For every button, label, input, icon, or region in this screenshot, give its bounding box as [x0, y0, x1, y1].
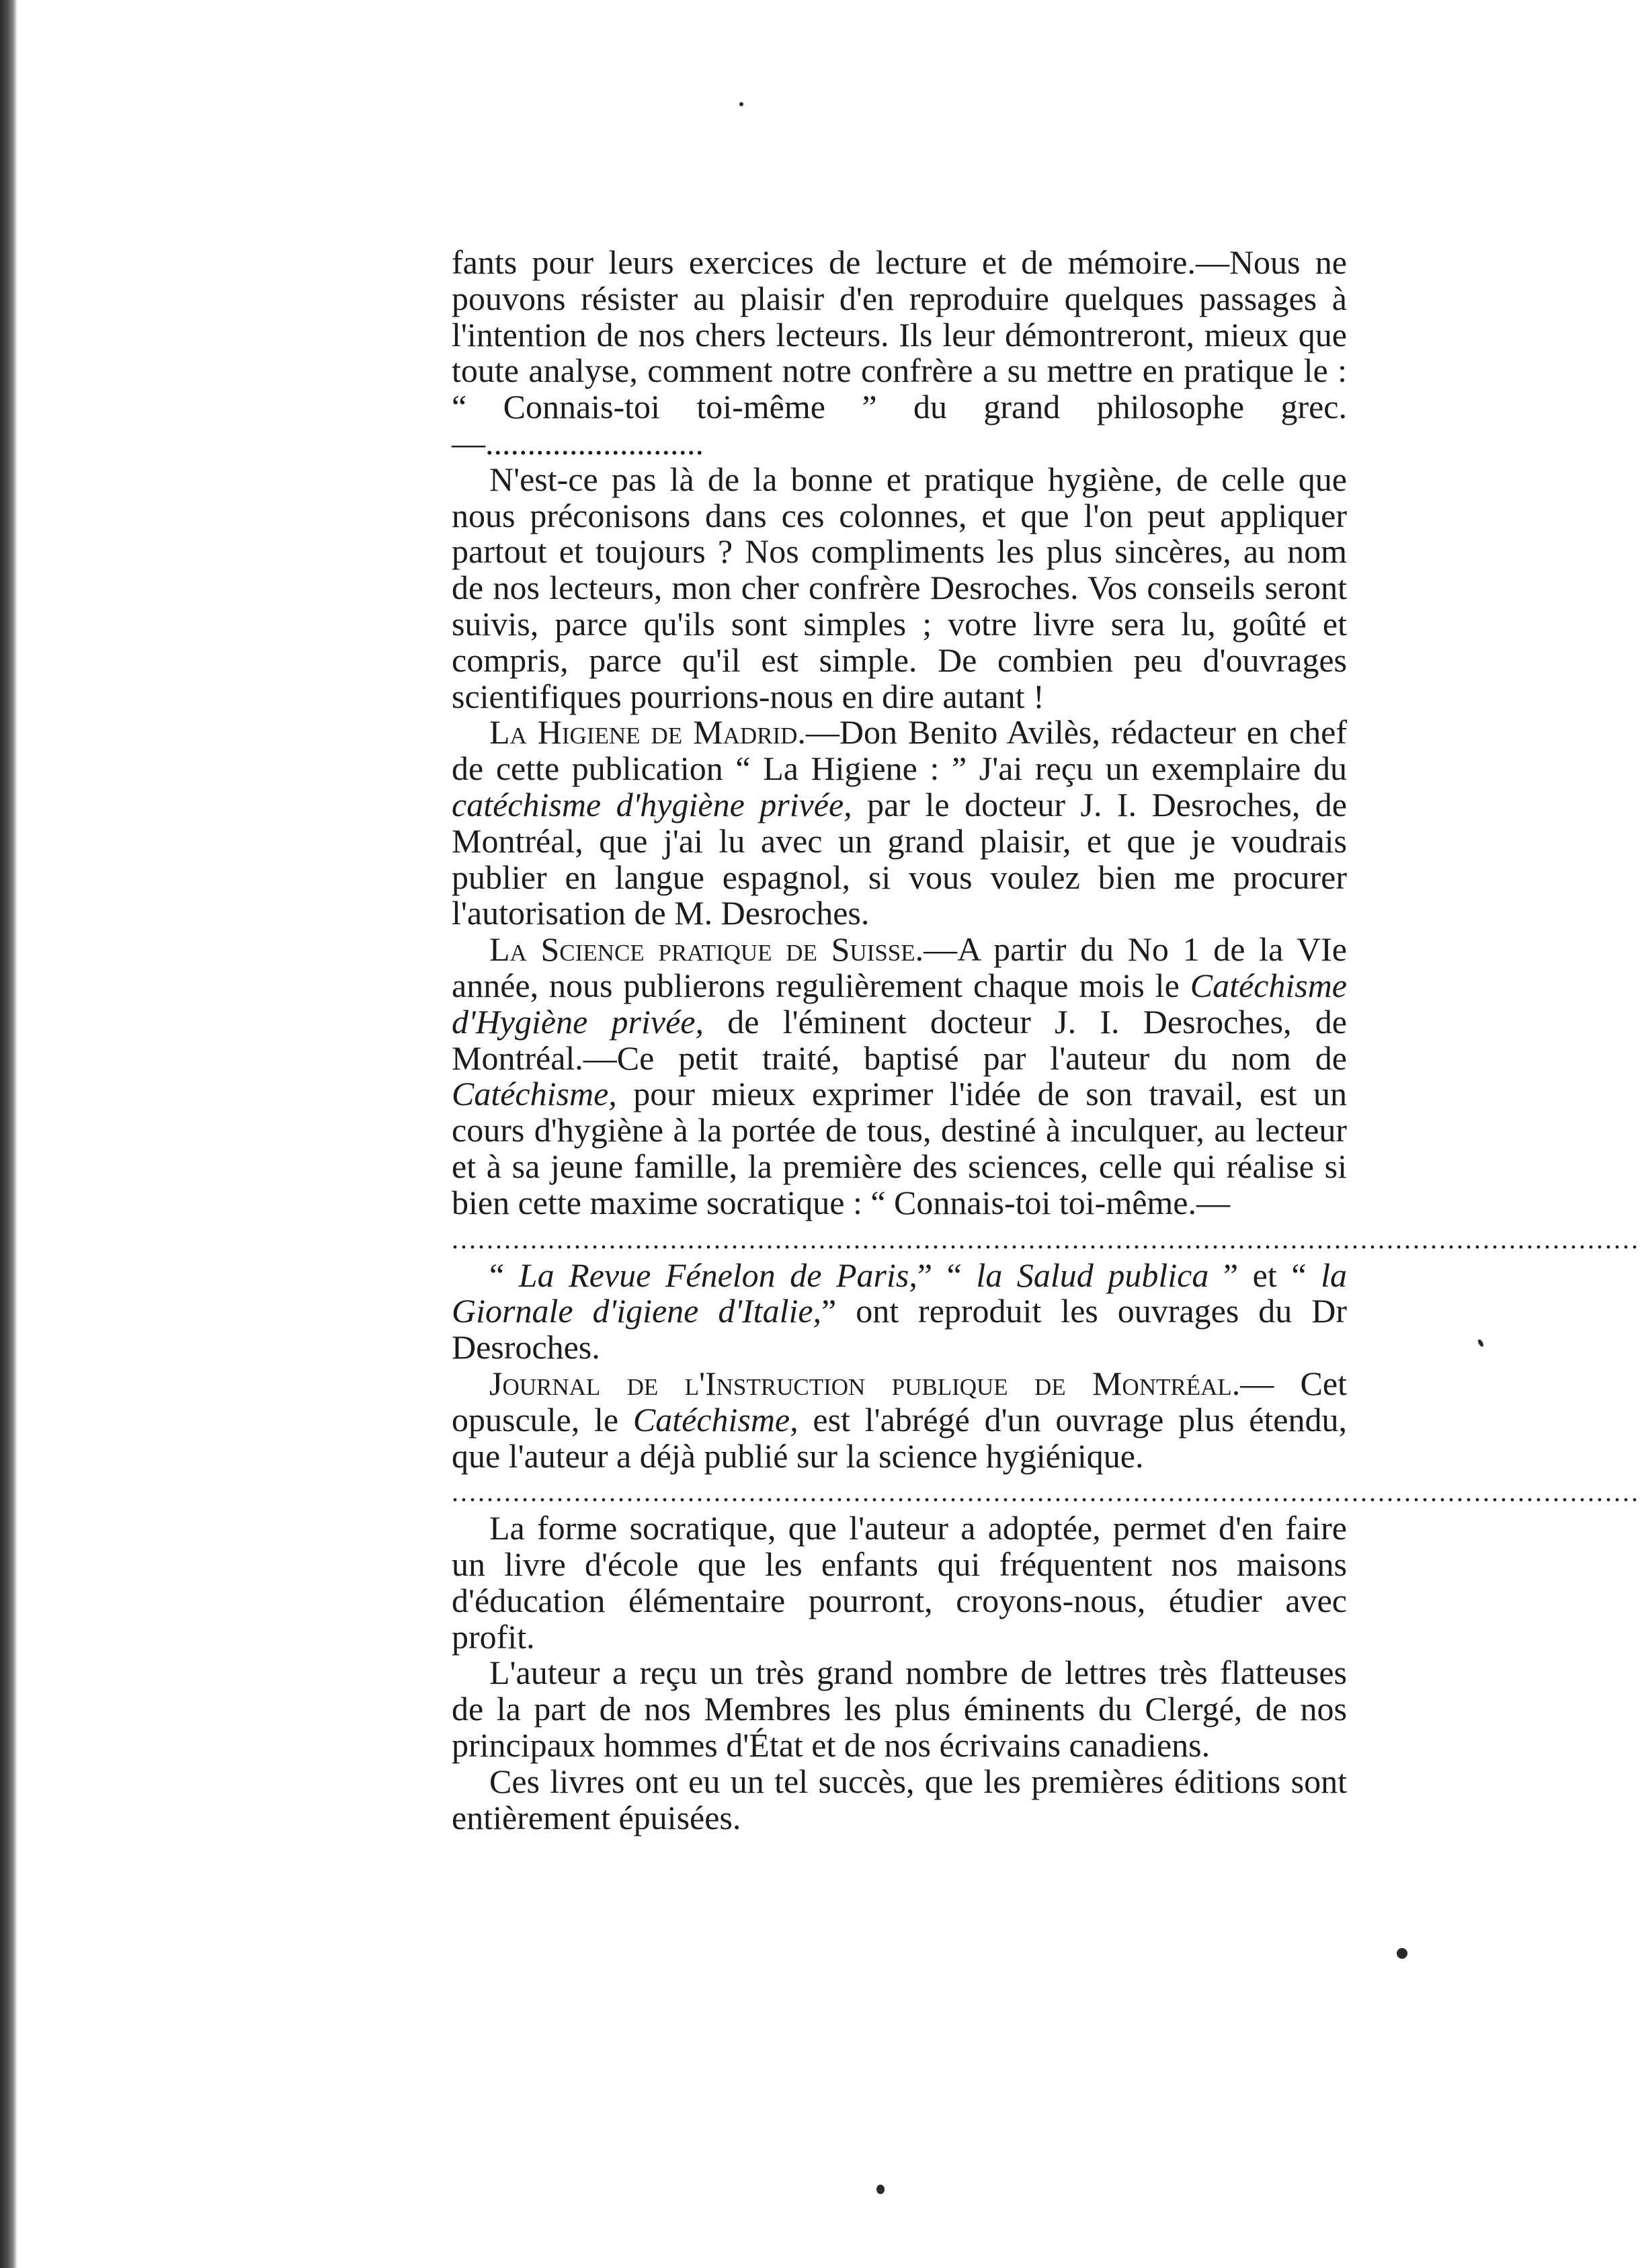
dotted-separator: ........................................................................................................................................ — [452, 1477, 1640, 1508]
paragraph: L'auteur a reçu un très grand nombre de lettres très flatteuses de la part de nos Membres les plus éminents du Clergé, de nos principaux hommes d'État et de nos écrivains canadiens. — [452, 1654, 1347, 1765]
paragraph — [452, 1366, 1347, 1474]
paragraph — [452, 932, 1347, 1221]
italic-title: La Revue Fénelon de Paris, — [518, 1256, 917, 1294]
dotted-separator: ........................................................................................................................................ — [452, 1223, 1640, 1254]
italic-title: la Giornale d'igiene d'Italie, — [452, 1256, 1348, 1330]
text-run: ” ont reproduit les ouvrages du Dr Desroches. — [452, 1292, 1347, 1367]
ink-speck — [1477, 1338, 1484, 1347]
section-heading: La Higiene de Madrid. — [489, 713, 806, 752]
text-run: par le docteur J. I. Desroches, de Montréal, que j'ai lu avec un grand plaisir, et que je voudrais publier en langue espagnol, si vous voulez bien me procurer l'autorisation de M. Desroches. — [452, 785, 1347, 932]
italic-title: Catéchisme d'Hygiène privée, — [452, 966, 1347, 1041]
text-run: —A partir du No 1 de la VIe année, nous publierons regulièrement chaque mois le — [452, 930, 1348, 1004]
text-run: ” “ — [917, 1256, 977, 1294]
paragraph: Ces livres ont eu un tel succès, que les premières éditions sont entièrement épuisées. — [452, 1762, 1347, 1836]
paragraph: La forme socratique, que l'auteur a adoptée, permet d'en faire un livre d'école que les enfants qui fréquentent nos maisons d'éducation élémentaire pourront, croyons-nous, étudier avec profit. — [452, 1509, 1347, 1656]
italic-title: Catéchisme, — [632, 1400, 798, 1439]
ink-speck — [1397, 1948, 1407, 1959]
text-run: “ — [489, 1256, 519, 1294]
paragraph — [452, 1258, 1347, 1366]
paragraph: fants pour leurs exercices de lecture et de mémoire.—Nous ne pouvons résister au plaisir d'en reproduire quelques passages à l'intention de nos chers lecteurs. Ils leur démontreront, mieux que toute analyse, comment notre confrère a su mettre en pratique le : “ Connais-toi toi-même ” du grand philosophe grec.—.......................... — [452, 243, 1347, 462]
text-run: — Cet opuscule, le — [452, 1364, 1347, 1439]
text-run: ” et “ — [1208, 1256, 1321, 1294]
ink-speck — [876, 2185, 885, 2194]
section-heading: Journal de l'Instruction publique de Montréal. — [489, 1364, 1241, 1402]
ink-speck — [739, 102, 743, 106]
paragraph: N'est-ce pas là de la bonne et pratique hygiène, de celle que nous préconisons dans ces colonnes, et que l'on peut appliquer partout et toujours ? Nos compliments les plus sincères, au nom de nos lecteurs, mon cher confrère Desroches. Vos conseils seront suivis, parce qu'ils sont simples ; votre livre sera lu, goûté et compris, parce qu'il est simple. De combien peu d'ouvrages scientifiques pourrions-nous en dire autant ! — [452, 460, 1347, 715]
text-run: —Don Benito Avilès, rédacteur en chef de cette publication “ La Higiene : ” J'ai reçu un exemplaire du — [452, 713, 1347, 788]
page-binding-edge — [0, 0, 17, 2268]
text-run: de l'éminent docteur J. I. Desroches, de Montréal.—Ce petit traité, baptisé par l'auteur du nom de — [452, 1002, 1347, 1077]
text-run: est l'abrégé d'un ouvrage plus étendu, que l'auteur a déjà publié sur la science hygiénique. — [452, 1400, 1347, 1475]
section-heading: La Science pratique de Suisse. — [489, 930, 924, 969]
document-body — [452, 243, 1640, 1836]
italic-title: catéchisme d'hygiène privée, — [452, 785, 852, 823]
italic-title: la Salud publica — [976, 1256, 1209, 1294]
italic-title: Catéchisme, — [452, 1075, 617, 1113]
paragraph — [452, 715, 1347, 932]
text-run: pour mieux exprimer l'idée de son travail, est un cours d'hygiène à la portée de tous, destiné à inculquer, au lecteur et à sa jeune famille, la première des sciences, celle qui réalise si bien cette maxime socratique : “ Connais-toi toi-même.— — [452, 1075, 1347, 1221]
